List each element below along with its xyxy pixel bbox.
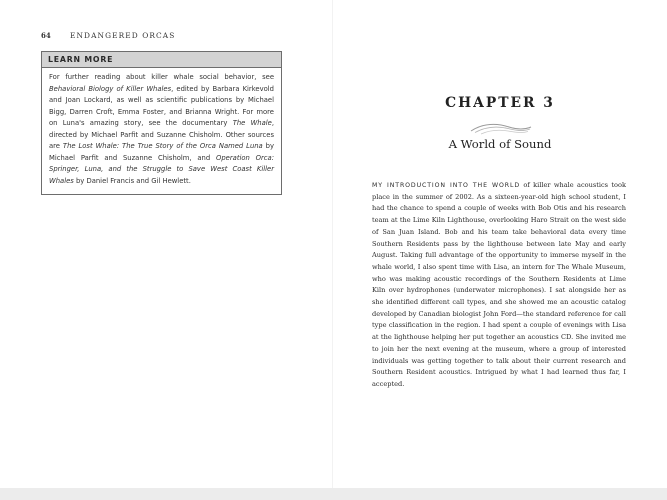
chapter-number: CHAPTER 3 (445, 95, 555, 111)
right-page (333, 0, 667, 500)
book-title: Behavioral Biology of Killer Whales (49, 84, 172, 93)
book-title: Operation Orca: Springer, Luna, and the Struggle to Save West Coast Killer Whales (49, 153, 274, 185)
sidebar-text-part: , directed by Michael Parfit and Suzanne Chisholm. Other sources are (49, 119, 274, 150)
film-title: The Whale (232, 119, 272, 127)
running-head-title: ENDANGERED ORCAS (70, 31, 176, 40)
sidebar-text (42, 68, 281, 194)
lead-in-small-caps: MY INTRODUCTION INTO THE WORLD (372, 182, 521, 189)
sidebar-text-part: For further reading about killer whale social behavior, see (49, 73, 274, 81)
page-bottom-edge (0, 488, 667, 500)
sidebar-text-part: , edited by Barbara Kirkevold and Joan Lockard, as well as scientific publications by Michael Bigg, Darren Croft, Emma Foster, and Brianna Wright. For more on Luna's amazing story, see the documentary (49, 84, 274, 127)
book-title: The Lost Whale: The True Story of the Orca Named Luna (62, 142, 263, 150)
left-page (0, 0, 333, 500)
chapter-title: A World of Sound (448, 137, 552, 151)
page-number: 64 (41, 31, 51, 40)
learn-more-sidebar (41, 51, 282, 195)
sidebar-text-part: by Daniel Francis and Gil Hewlett. (73, 176, 191, 185)
sidebar-heading: LEARN MORE (42, 52, 281, 68)
wave-ornament-icon (469, 120, 533, 136)
sidebar-text-part: by Michael Parfit and Suzanne Chisholm, and (49, 142, 274, 162)
body-paragraph: of killer whale acoustics took place in the summer of 2002. As a sixteen-year-old high school student, I had the chance to spend a couple of weeks with Bob Otis and his research team at the Lime Kiln Lighthouse, overlooking Haro Strait on the west side of San Juan Island. Bob and his team take behavioral data every time Southern Residents pass by the lighthouse between late May and early August. Taking full advantage of the opportunity to immerse myself in the whale world, I also spent time with Lisa, an intern for The Whale Museum, who was making acoustic recordings of the Southern Residents at Lime Kiln over hydrophones (underwater microphones). I sat alongside her as she identified different call types, and she showed me an acoustic catalog developed by Canadian biologist John Ford—the standard reference for call type classification in the region. I had spent a couple of evenings with Lisa at the lighthouse helping her put together an acoustics CD. She invited me to join her the next evening at the museum, where a group of interested individuals was getting together to talk about their current research and Southern Resident acoustics. Intrigued by what I had learned thus far, I accepted. (372, 181, 626, 388)
running-head (41, 31, 301, 40)
chapter-body (372, 180, 626, 391)
